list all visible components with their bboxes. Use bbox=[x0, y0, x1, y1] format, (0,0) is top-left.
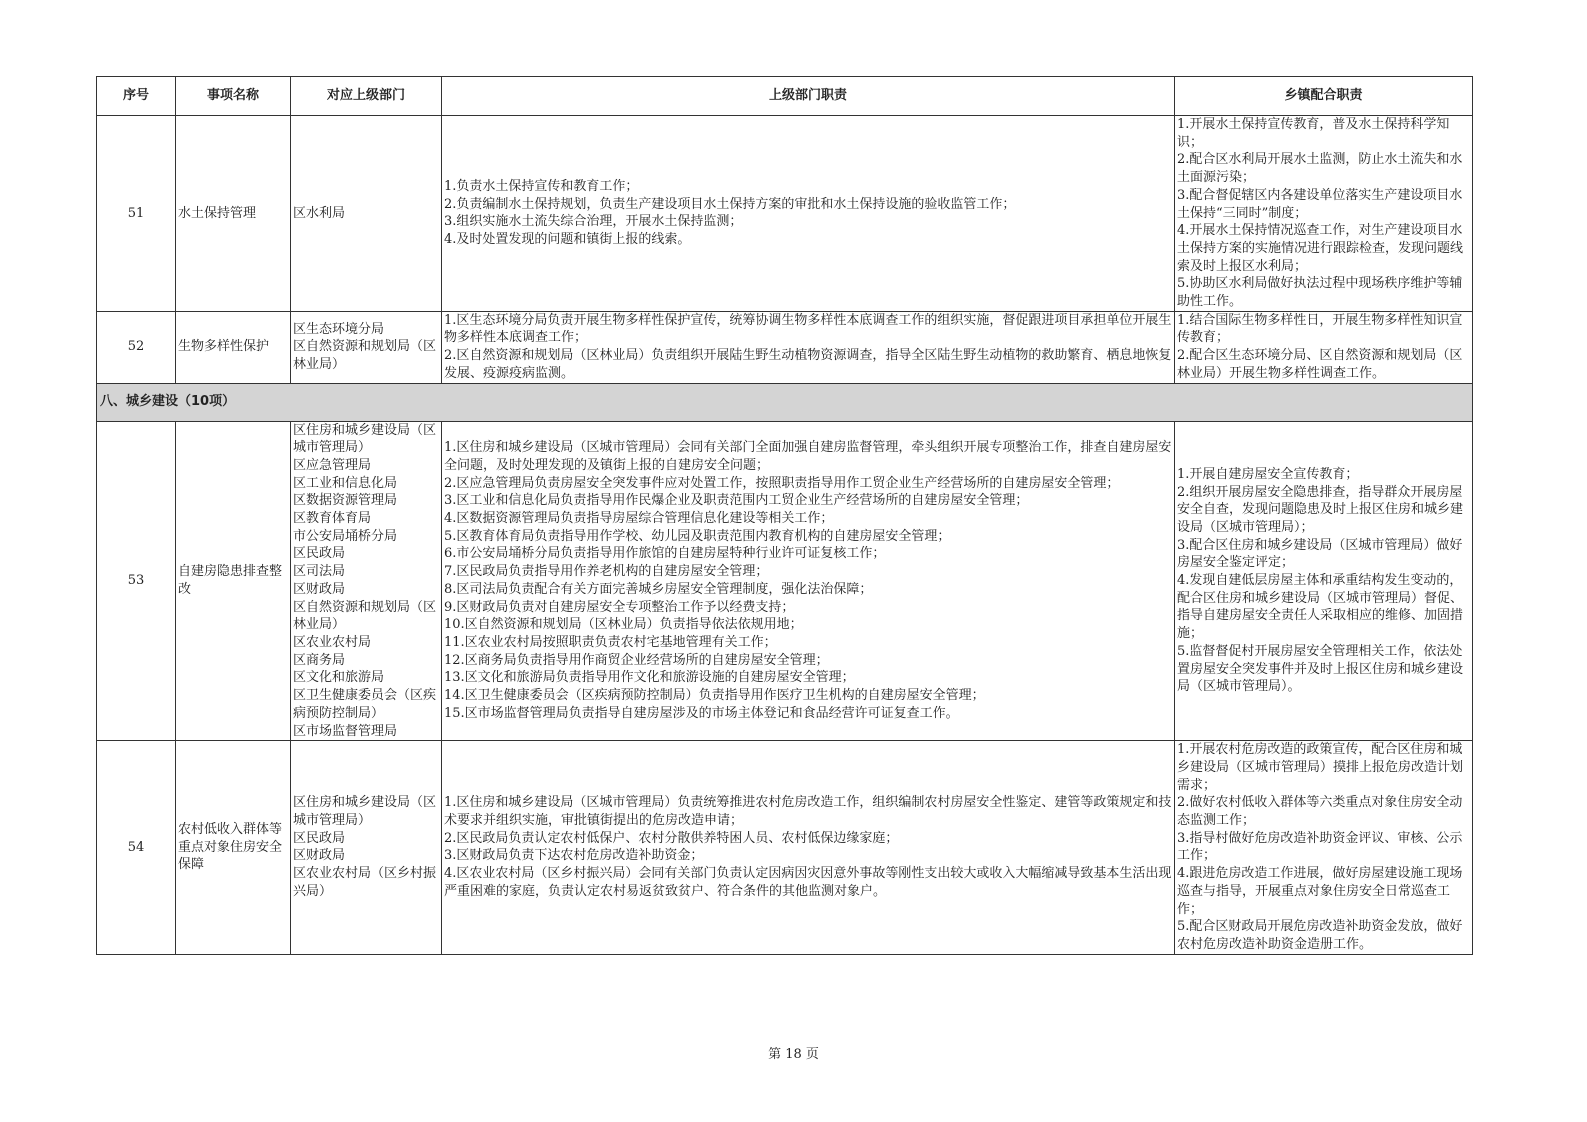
item-number: 54 bbox=[97, 741, 176, 954]
item-name: 水土保持管理 bbox=[176, 116, 291, 312]
item-name: 生物多样性保护 bbox=[176, 311, 291, 383]
cell-line: 区应急管理局 bbox=[293, 457, 372, 473]
cell-line: 1.区住房和城乡建设局（区城市管理局）会同有关部门全面加强自建房监督管理，牵头组织开展专项整治工作，排查自建房屋安全问题，及时处理发现的及镇街上报的自建房安全问题； bbox=[444, 440, 1172, 473]
cell-line: 5.监督督促村开展房屋安全管理相关工作，依法处置房屋安全突发事件并及时上报区住房和城乡建设局（区城市管理局）。 bbox=[1177, 643, 1464, 695]
town-duties bbox=[1175, 421, 1473, 741]
cell-line: 15.区市场监督管理局负责指导自建房屋涉及的市场主体登记和食品经营许可证复查工作。 bbox=[444, 705, 959, 721]
cell-line: 区工业和信息化局 bbox=[293, 475, 398, 491]
cell-line: 9.区财政局负责对自建房屋安全专项整治工作予以经费支持； bbox=[444, 599, 795, 615]
cell-line: 区文化和旅游局 bbox=[293, 670, 385, 686]
cell-line: 区水利局 bbox=[293, 205, 346, 221]
cell-line: 12.区商务局负责指导用作商贸企业经营场所的自建房屋安全管理； bbox=[444, 652, 829, 668]
header-dept: 对应上级部门 bbox=[291, 77, 442, 116]
section-row bbox=[97, 383, 1473, 421]
cell-line: 1.开展农村危房改造的政策宣传，配合区住房和城乡建设局（区城市管理局）摸排上报危房改造计划需求； bbox=[1177, 742, 1464, 793]
cell-line: 区财政局 bbox=[293, 581, 346, 597]
cell-line: 4.开展水土保持情况巡查工作，对生产建设项目水土保持方案的实施情况进行跟踪检查，发现问题线索及时上报区水利局； bbox=[1177, 223, 1464, 274]
cell-line: 区财政局 bbox=[293, 848, 346, 864]
cell-line: 区民政局 bbox=[293, 546, 346, 562]
cell-line: 区住房和城乡建设局（区城市管理局） bbox=[293, 795, 437, 829]
cell-line: 区自然资源和规划局（区林业局） bbox=[293, 339, 437, 372]
cell-line: 1.区生态环境分局负责开展生物多样性保护宣传，统筹协调生物多样性本底调查工作的组织实施，督促跟进项目承担单位开展生物多样性本底调查工作； bbox=[444, 312, 1172, 346]
cell-line: 区民政局 bbox=[293, 830, 346, 846]
cell-line: 区教育体育局 bbox=[293, 511, 372, 527]
town-duties bbox=[1175, 116, 1473, 312]
cell-line: 区卫生健康委员会（区疾病预防控制局） bbox=[293, 688, 437, 721]
cell-line: 2.配合区生态环境分局、区自然资源和规划局（区林业局）开展生物多样性调查工作。 bbox=[1177, 348, 1463, 381]
cell-line: 2.区自然资源和规划局（区林业局）负责组织开展陆生野生动植物资源调查，指导全区陆生野生动植物的救助繁育、栖息地恢复发展、疫源疫病监测。 bbox=[444, 348, 1172, 381]
cell-line: 3.组织实施水土流失综合治理，开展水土保持监测； bbox=[444, 214, 743, 230]
cell-line: 2.配合区水利局开展水土监测，防止水土流失和水土面源污染； bbox=[1177, 152, 1463, 186]
cell-line: 3.指导村做好危房改造补助资金评议、审核、公示工作； bbox=[1177, 830, 1463, 864]
cell-line: 2.区民政局负责认定农村低保户、农村分散供养特困人员、农村低保边缘家庭； bbox=[444, 830, 899, 846]
cell-line: 2.区应急管理局负责房屋安全突发事件应对处置工作，按照职责指导用作工贸企业生产经营场所的自建房屋安全管理； bbox=[444, 475, 1120, 491]
cell-line: 区司法局 bbox=[293, 564, 346, 580]
cell-line: 区数据资源管理局 bbox=[293, 493, 398, 509]
cell-line: 1.区住房和城乡建设局（区城市管理局）负责统筹推进农村危房改造工作，组织编制农村房屋安全性鉴定、建管等政策规定和技术要求并组织实施，审批镇街提出的危房改造申请； bbox=[444, 795, 1172, 829]
cell-line: 10.区自然资源和规划局（区林业局）负责指导依法依规用地； bbox=[444, 617, 803, 633]
header-item-name: 事项名称 bbox=[176, 77, 291, 116]
town-duties bbox=[1175, 741, 1473, 954]
table-row bbox=[97, 421, 1473, 741]
cell-line: 4.区农业农村局（区乡村振兴局）会同有关部门负责认定因病因灾因意外事故等刚性支出较大或收入大幅缩减导致基本生活出现严重困难的家庭，负责认定农村易返贫致贫户、符合条件的其他监测对象户。 bbox=[444, 866, 1172, 899]
departments bbox=[291, 311, 442, 383]
item-number: 53 bbox=[97, 421, 176, 741]
cell-line: 14.区卫生健康委员会（区疾病预防控制局）负责指导用作医疗卫生机构的自建房屋安全管理； bbox=[444, 688, 985, 704]
cell-line: 1.负责水土保持宣传和教育工作； bbox=[444, 178, 639, 194]
department-duties bbox=[442, 116, 1175, 312]
department-duties bbox=[442, 741, 1175, 954]
departments bbox=[291, 421, 442, 741]
cell-line: 3.区财政局负责下达农村危房改造补助资金； bbox=[444, 848, 704, 864]
cell-line: 区市场监督管理局 bbox=[293, 723, 398, 739]
item-name: 自建房隐患排查整改 bbox=[176, 421, 291, 741]
section-title: 八、城乡建设（10项） bbox=[97, 383, 1473, 421]
cell-line: 4.区数据资源管理局负责指导房屋综合管理信息化建设等相关工作； bbox=[444, 511, 834, 527]
cell-line: 1.开展自建房屋安全宣传教育； bbox=[1177, 466, 1359, 482]
cell-line: 8.区司法局负责配合有关方面完善城乡房屋安全管理制度，强化法治保障； bbox=[444, 581, 873, 597]
page-number: 第 18 页 bbox=[768, 1047, 819, 1062]
cell-line: 5.协助区水利局做好执法过程中现场秩序维护等辅助性工作。 bbox=[1177, 276, 1463, 310]
cell-line: 区农业农村局（区乡村振兴局） bbox=[293, 866, 437, 899]
cell-line: 2.组织开展房屋安全隐患排查，指导群众开展房屋安全自查，发现问题隐患及时上报区住房和城乡建设局（区城市管理局）； bbox=[1177, 484, 1464, 535]
header-town-duties: 乡镇配合职责 bbox=[1175, 77, 1473, 116]
cell-line: 区住房和城乡建设局（区城市管理局） bbox=[293, 422, 437, 456]
cell-line: 3.配合督促辖区内各建设单位落实生产建设项目水土保持“三同时”制度； bbox=[1177, 187, 1463, 221]
cell-line: 11.区农业农村局按照职责负责农村宅基地管理有关工作； bbox=[444, 634, 777, 650]
cell-line: 2.做好农村低收入群体等六类重点对象住房安全动态监测工作； bbox=[1177, 795, 1463, 829]
item-number: 52 bbox=[97, 311, 176, 383]
table-row bbox=[97, 741, 1473, 954]
cell-line: 4.及时处置发现的问题和镇街上报的线索。 bbox=[444, 232, 691, 248]
duty-table bbox=[96, 76, 1473, 955]
cell-line: 区农业农村局 bbox=[293, 634, 372, 650]
cell-line: 1.开展水土保持宣传教育，普及水土保持科学知识； bbox=[1177, 117, 1450, 150]
header-no: 序号 bbox=[97, 77, 176, 116]
cell-line: 市公安局埇桥分局 bbox=[293, 528, 398, 544]
cell-line: 区商务局 bbox=[293, 652, 346, 668]
cell-line: 13.区文化和旅游局负责指导用作文化和旅游设施的自建房屋安全管理； bbox=[444, 670, 855, 686]
cell-line: 6.市公安局埇桥分局负责指导用作旅馆的自建房屋特种行业许可证复核工作； bbox=[444, 546, 886, 562]
cell-line: 4.跟进危房改造工作进展，做好房屋建设施工现场巡查与指导，开展重点对象住房安全日常巡查工作； bbox=[1177, 866, 1463, 917]
cell-line: 4.发现自建低层房屋主体和承重结构发生变动的，配合区住房和城乡建设局（区城市管理局）督促、指导自建房屋安全责任人采取相应的维修、加固措施； bbox=[1177, 573, 1464, 642]
departments bbox=[291, 116, 442, 312]
town-duties bbox=[1175, 311, 1473, 383]
cell-line: 2.负责编制水土保持规划，负责生产建设项目水土保持方案的审批和水土保持设施的验收监管工作； bbox=[444, 196, 1016, 212]
department-duties bbox=[442, 421, 1175, 741]
table-header bbox=[97, 77, 1473, 116]
item-number: 51 bbox=[97, 116, 176, 312]
table-row bbox=[97, 311, 1473, 383]
departments bbox=[291, 741, 442, 954]
header-duties: 上级部门职责 bbox=[442, 77, 1175, 116]
cell-line: 5.区教育体育局负责指导用作学校、幼儿园及职责范围内教育机构的自建房屋安全管理； bbox=[444, 528, 951, 544]
table-row bbox=[97, 116, 1473, 312]
item-name: 农村低收入群体等重点对象住房安全保障 bbox=[176, 741, 291, 954]
cell-line: 1.结合国际生物多样性日，开展生物多样性知识宣传教育； bbox=[1177, 312, 1463, 346]
cell-line: 5.配合区财政局开展危房改造补助资金发放，做好农村危房改造补助资金造册工作。 bbox=[1177, 919, 1463, 952]
cell-line: 区生态环境分局 bbox=[293, 321, 385, 337]
department-duties bbox=[442, 311, 1175, 383]
cell-line: 3.区工业和信息化局负责指导用作民爆企业及职责范围内工贸企业生产经营场所的自建房屋安全管理； bbox=[444, 493, 1029, 509]
cell-line: 3.配合区住房和城乡建设局（区城市管理局）做好房屋安全鉴定评定； bbox=[1177, 537, 1463, 571]
cell-line: 区自然资源和规划局（区林业局） bbox=[293, 599, 437, 633]
cell-line: 7.区民政局负责指导用作养老机构的自建房屋安全管理； bbox=[444, 564, 769, 580]
